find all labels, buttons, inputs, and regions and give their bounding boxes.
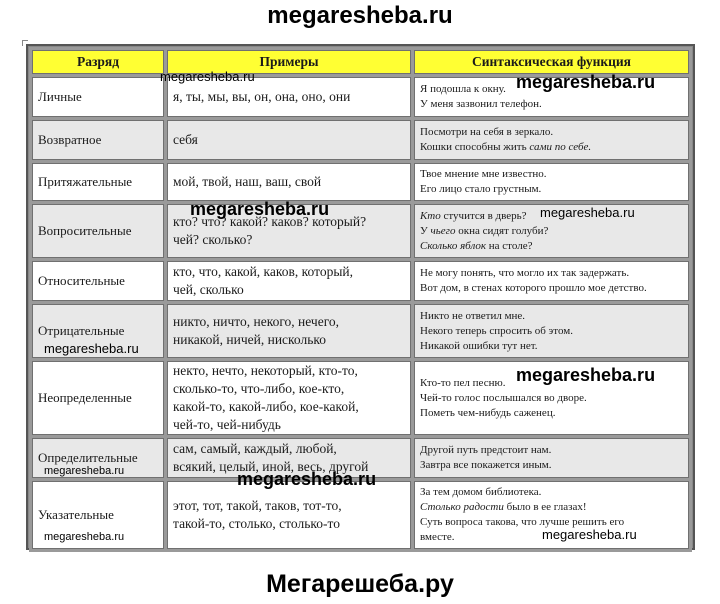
table-row <box>32 163 689 201</box>
watermark-text: megaresheba.ru <box>44 341 139 356</box>
text-fragment: Пометь чем-нибудь саженец. <box>420 406 556 419</box>
category-cell: Определительные <box>32 438 164 478</box>
italic-fragment: Столько радости <box>420 501 504 513</box>
category-cell: Притяжательные <box>32 163 164 201</box>
example-line: некто, нечто, некоторый, кто-то, <box>173 363 358 378</box>
examples-cell <box>167 163 411 201</box>
italic-fragment: чьего <box>430 224 456 237</box>
function-sentence <box>420 281 683 296</box>
category-cell: Неопределенные <box>32 361 164 435</box>
text-fragment: стучится в дверь? <box>440 209 527 222</box>
example-line: себя <box>173 132 198 147</box>
example-line: сам, самый, каждый, любой, <box>173 441 337 456</box>
function-sentence <box>420 485 683 500</box>
function-cell <box>414 163 689 201</box>
category-cell: Личные <box>32 77 164 117</box>
text-fragment: У <box>420 224 431 237</box>
function-cell <box>414 120 689 160</box>
example-line: всякий, целый, иной, весь, другой <box>173 459 369 474</box>
table-row <box>32 261 689 301</box>
function-sentence <box>420 500 683 515</box>
italic-fragment: Сколько яблок <box>420 239 487 252</box>
text-fragment: Никто не ответил мне. <box>420 309 526 322</box>
examples-cell <box>167 361 411 435</box>
function-sentence <box>420 324 683 339</box>
header-examples: Примеры <box>167 50 411 74</box>
text-fragment: Суть вопроса такова, что лучше решить его <box>420 516 625 528</box>
example-line: сколько-то, что-либо, кое-кто, <box>173 381 345 396</box>
example-line: никто, ничто, некого, нечего, <box>173 314 340 329</box>
function-sentence <box>420 266 683 281</box>
watermark-text: megaresheba.ru <box>237 469 377 489</box>
example-line: кто? что? какой? каков? который? <box>173 214 367 229</box>
text-fragment: Кошки способны жить <box>420 141 530 153</box>
example-line: какой-то, какой-либо, кое-какой, <box>173 399 359 414</box>
examples-cell <box>167 261 411 301</box>
function-sentence <box>420 167 683 182</box>
function-sentence <box>420 339 683 354</box>
text-fragment: Я подошла к окну. <box>420 83 506 95</box>
function-sentence <box>420 239 683 254</box>
function-sentence <box>420 309 683 324</box>
examples-cell <box>167 120 411 160</box>
function-sentence <box>420 125 683 140</box>
table-row <box>32 120 689 160</box>
category-cell: Отрицательные <box>32 304 164 358</box>
function-sentence <box>420 182 683 197</box>
watermark-text: megaresheba.ru <box>542 527 637 542</box>
function-cell <box>414 261 689 301</box>
example-line: такой-то, столько, столько-то <box>173 516 340 531</box>
italic-fragment: сами по себе. <box>529 141 592 153</box>
function-cell <box>414 304 689 358</box>
example-line: чей? сколько? <box>173 232 253 247</box>
function-sentence <box>420 458 683 473</box>
watermark-text: megaresheba.ru <box>516 365 656 385</box>
text-fragment: Завтра все покажется иным. <box>420 459 552 471</box>
text-fragment: Чей-то голос послышался во дворе. <box>420 391 587 404</box>
example-line: чей-то, чей-нибудь <box>173 417 281 432</box>
watermark-text: megaresheba.ru <box>44 465 125 477</box>
text-fragment: Кто-то пел песню. <box>420 376 506 389</box>
example-line: чей, сколько <box>173 282 244 297</box>
category-cell: Вопросительные <box>32 204 164 258</box>
header-function: Синтаксическая функция <box>414 50 689 74</box>
site-title-top: megaresheba.ru <box>267 2 453 29</box>
text-fragment: У меня зазвонил телефон. <box>420 98 542 110</box>
watermark-text: megaresheba.ru <box>160 69 255 84</box>
function-sentence <box>420 443 683 458</box>
function-cell <box>414 438 689 478</box>
examples-cell <box>167 481 411 549</box>
function-sentence <box>420 140 683 155</box>
text-fragment: Твое мнение мне известно. <box>420 168 547 180</box>
example-line: кто, что, какой, каков, который, <box>173 264 353 279</box>
function-sentence <box>420 97 683 112</box>
text-fragment: окна сидят голуби? <box>455 224 549 237</box>
text-fragment: Другой путь предстоит нам. <box>420 444 552 456</box>
text-fragment: Не могу понять, что могло их так задержать. <box>420 267 630 279</box>
watermark-text: megaresheba.ru <box>540 205 635 220</box>
text-fragment: Посмотри на себя в зеркало. <box>420 126 554 138</box>
example-line: я, ты, мы, вы, он, она, оно, они <box>173 89 351 104</box>
table-header-row <box>32 50 689 74</box>
watermark-text: megaresheba.ru <box>44 531 125 543</box>
function-sentence <box>420 391 683 406</box>
italic-fragment: Кто <box>420 209 441 222</box>
category-cell: Указательные <box>32 481 164 549</box>
example-line: никакой, ничей, нисколько <box>173 332 327 347</box>
text-fragment: было в ее глазах! <box>503 501 587 513</box>
header-category: Разряд <box>32 50 164 74</box>
watermark-text: megaresheba.ru <box>516 72 656 92</box>
text-fragment: Его лицо стало грустным. <box>420 183 542 195</box>
example-line: мой, твой, наш, ваш, свой <box>173 174 322 189</box>
function-sentence <box>420 224 683 239</box>
text-fragment: Вот дом, в стенах которого прошло мое детство. <box>420 282 647 294</box>
example-line: этот, тот, такой, таков, тот-то, <box>173 498 342 513</box>
text-fragment: на столе? <box>486 239 533 252</box>
text-fragment: вместе. <box>420 531 455 543</box>
site-title-bottom: Мегарешеба.ру <box>266 570 454 598</box>
text-fragment: Никакой ошибки тут нет. <box>420 339 538 352</box>
function-sentence <box>420 406 683 421</box>
category-cell: Возвратное <box>32 120 164 160</box>
watermark-text: megaresheba.ru <box>190 199 330 219</box>
category-cell: Относительные <box>32 261 164 301</box>
examples-cell <box>167 304 411 358</box>
text-fragment: Некого теперь спросить об этом. <box>420 324 573 337</box>
text-fragment: За тем домом библиотека. <box>420 486 542 498</box>
